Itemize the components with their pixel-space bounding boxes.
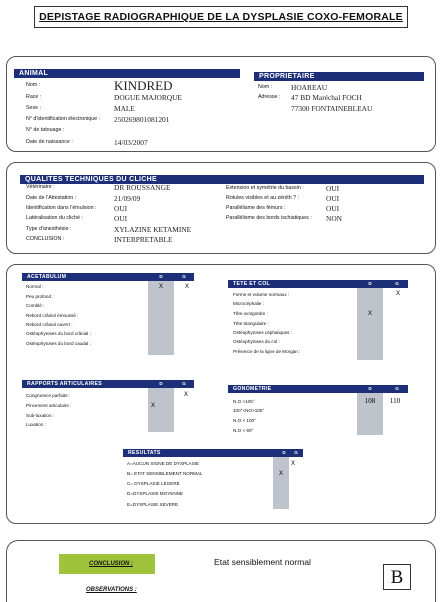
gonometrie-header: GONOMETRIE xyxy=(228,385,408,393)
rapports-col-g: G xyxy=(182,381,186,386)
grade-box: B xyxy=(383,564,411,590)
ischial-parallel-label: Parallélisme des bords ischiatiques : xyxy=(226,215,312,221)
rapports-header: RAPPORTS ARTICULAIRES xyxy=(22,380,194,388)
femur-parallel-value: OUI xyxy=(326,204,340,213)
gonometrie-row-label: N.O < 100° xyxy=(233,418,256,423)
resultats-d-column xyxy=(273,457,289,509)
acetabulum-col-d: D xyxy=(159,274,163,279)
anesthesia-value: XYLAZINE KETAMINE xyxy=(114,225,192,234)
owner-city-value: 77300 FONTAINEBLEAU xyxy=(291,104,373,113)
acetabulum-row-label: Comblé : xyxy=(26,303,45,308)
observations-label: OBSERVATIONS : xyxy=(86,587,137,593)
tete-col-col-d: D xyxy=(368,281,372,286)
attestation-date-value: 21/09/09 xyxy=(114,194,141,203)
tete-col-mark-d: X xyxy=(367,311,372,317)
acetabulum-row-label: Ostéophytoses du bord caudal : xyxy=(26,341,91,346)
gonometrie-row-label: N.O < 90° xyxy=(233,428,254,433)
acetabulum-row-label: Normal : xyxy=(26,284,44,289)
tete-col-row-label: Ostéophytoses du col : xyxy=(233,339,280,344)
acetabulum-row-label: Rebord crânial émoussé : xyxy=(26,313,79,318)
lateralisation-value: OUI xyxy=(114,214,128,223)
resultats-row-label: C= DYSPLASIE LEGERE xyxy=(127,481,180,486)
resultats-row-label: B= ETAT SENSIBLEMENT NORMAL xyxy=(127,471,203,476)
lateralisation-label: Latéralisation du cliché : xyxy=(26,215,83,221)
acetabulum-mark-g: X xyxy=(184,284,189,290)
animal-breed-value: DOGUE MAJORQUE xyxy=(114,93,182,102)
acetabulum-row-label: Ostéophytoses du bord crânial : xyxy=(26,331,91,336)
gonometrie-value-d: 108 xyxy=(364,397,376,405)
gonometrie-row-label: 100°<NO>105° xyxy=(233,408,265,413)
owner-address-value: 47 BD Maréchal FOCH xyxy=(291,93,362,102)
acetabulum-d-column xyxy=(148,281,174,355)
resultats-row-label: A=AUCUN SIGNE DE DYSPLASIE xyxy=(127,461,200,466)
gonometrie-value-g: 110 xyxy=(389,397,401,405)
tete-col-row-label: Tête triangulaire : xyxy=(233,321,269,326)
owner-name-label: Nom : xyxy=(258,84,273,90)
tete-col-row-label: Forme et volume normaux : xyxy=(233,292,290,297)
resultats-mark-d: X xyxy=(278,471,283,477)
rapports-row-label: Congruence parfaite : xyxy=(26,393,71,398)
rapports-mark-d: X xyxy=(150,403,155,409)
animal-tattoo-label: N° de tatouage : xyxy=(26,127,65,133)
rapports-mark-g: X xyxy=(183,392,188,398)
tete-col-row-label: Ostéophytoses céphaliques : xyxy=(233,330,292,335)
rapports-row-label: Luxation : xyxy=(26,422,46,427)
animal-sex-value: MALE xyxy=(114,104,135,113)
resultats-row-label: E=DYSPLASIE SEVERE xyxy=(127,502,179,507)
vet-value: DR ROUSSANGE xyxy=(114,183,171,192)
tete-col-row-label: Microcéphalie : xyxy=(233,301,264,306)
femur-parallel-label: Parallélisme des fémurs : xyxy=(226,205,286,211)
resultats-col-d: D xyxy=(282,450,286,455)
conclusion-text: Etat sensiblement normal xyxy=(214,557,311,567)
resultats-mark-g: X xyxy=(290,461,295,467)
emulsion-id-value: OUI xyxy=(114,204,128,213)
animal-birthdate-label: Date de naissance : xyxy=(26,139,73,145)
resultats-row-label: D=DYSPLASIE MOYENNE xyxy=(127,491,184,496)
attestation-date-label: Date de l'Attestation : xyxy=(26,195,77,201)
qualites-header: QUALITES TECHNIQUES DU CLICHE xyxy=(20,175,424,184)
pelvis-symmetry-label: Extension et symétrie du bassin : xyxy=(226,185,304,191)
conclusion-label: CONCLUSION : xyxy=(89,561,133,567)
rapports-col-d: D xyxy=(159,381,163,386)
gonometrie-row-label: N.O >105° xyxy=(233,399,255,404)
tete-col-col-g: G xyxy=(395,281,399,286)
animal-chip-label: N° d'identification électronique : xyxy=(26,116,101,122)
animal-birthdate-value: 14/03/2007 xyxy=(114,138,148,147)
resultats-col-g: G xyxy=(294,450,298,455)
anesthesia-label: Type d'anesthésie : xyxy=(26,226,72,232)
rapports-d-column xyxy=(148,388,174,432)
rapports-row-label: Sub-luxation : xyxy=(26,413,55,418)
qualites-conclusion-label: CONCLUSION : xyxy=(26,236,65,242)
tete-col-row-label: Tête ovoïgoïdre : xyxy=(233,311,268,316)
owner-address-label: Adresse : xyxy=(258,94,281,100)
acetabulum-row-label: Rebord crânial ouvert : xyxy=(26,322,73,327)
animal-name-value: KINDRED xyxy=(114,78,173,93)
tete-col-header: TETE ET COL xyxy=(228,280,408,288)
owner-name-value: HOAREAU xyxy=(291,83,328,92)
tete-col-d-column xyxy=(357,288,383,360)
rapports-row-label: Pincement articulaire : xyxy=(26,403,72,408)
document-title: DEPISTAGE RADIOGRAPHIQUE DE LA DYSPLASIE COXO-FEMORALE xyxy=(34,6,408,28)
qualites-conclusion-value: INTERPRETABLE xyxy=(114,235,173,244)
animal-name-label: Nom : xyxy=(26,82,41,88)
acetabulum-mark-d: X xyxy=(158,284,163,290)
resultats-header: RESULTATS xyxy=(123,449,303,457)
animal-header: ANIMAL xyxy=(14,69,240,78)
acetabulum-header: ACETABULUM xyxy=(22,273,194,281)
proprietaire-header: PROPRIETAIRE xyxy=(254,72,424,81)
acetabulum-row-label: Peu profond : xyxy=(26,294,54,299)
tete-col-mark-g: X xyxy=(395,291,400,297)
tete-col-row-label: Présence de la ligne de Morgan : xyxy=(233,349,301,354)
acetabulum-col-g: G xyxy=(182,274,186,279)
ischial-parallel-value: NON xyxy=(326,214,343,223)
vet-label: Vétérinaire : xyxy=(26,184,55,190)
gonometrie-col-d: D xyxy=(368,386,372,391)
conclusion-label-box xyxy=(59,554,155,574)
animal-breed-label: Race : xyxy=(26,94,42,100)
pelvis-symmetry-value: OUI xyxy=(326,184,340,193)
gonometrie-col-g: G xyxy=(395,386,399,391)
patella-value: OUI xyxy=(326,194,340,203)
emulsion-id-label: Identification dans l'émulsion : xyxy=(26,205,97,211)
animal-chip-value: 250269801081201 xyxy=(114,115,170,124)
animal-sex-label: Sexe : xyxy=(26,105,42,111)
patella-label: Rotules visibles et au zénith ? : xyxy=(226,195,300,201)
